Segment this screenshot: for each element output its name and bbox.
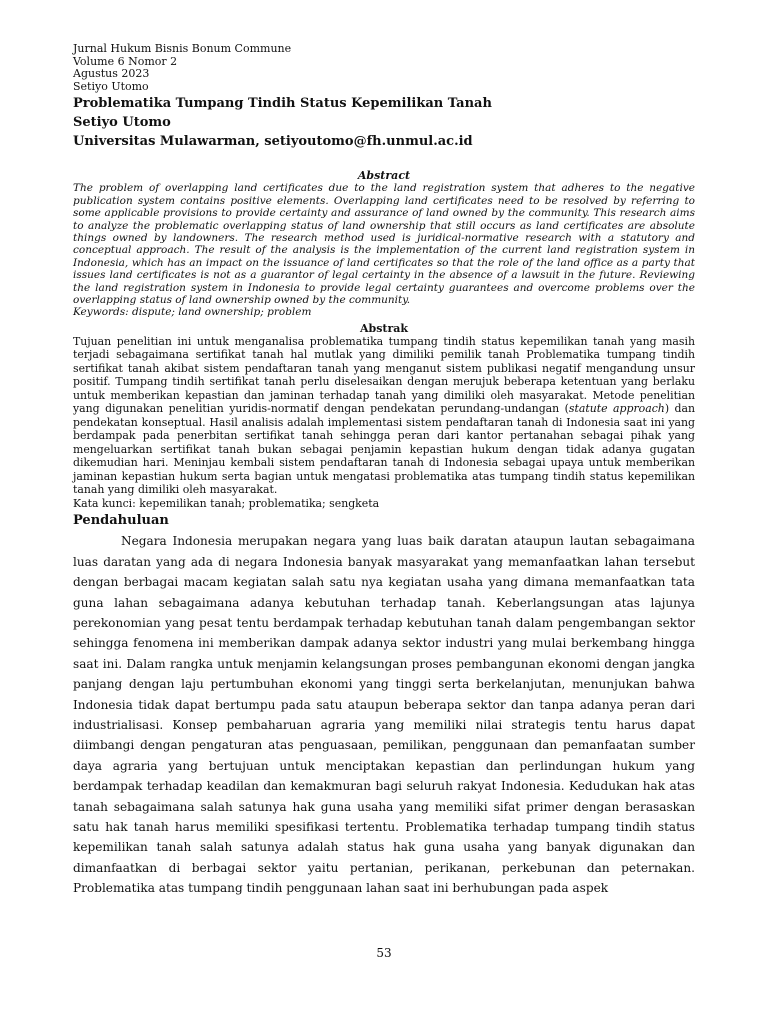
author-affiliation: Universitas Mulawarman, setiyoutomo@fh.unmul.ac.id [73, 134, 473, 150]
abstract-heading: Abstract [357, 169, 411, 183]
author-name: Setiyo Utomo [73, 115, 171, 131]
keywords-indonesian: Kata kunci: kepemilikan tanah; problematika; sengketa [73, 496, 380, 510]
abstrak-text-part2: ) dan pendekatan konseptual. Hasil analisis adalah implementasi sistem pendaftaran tanah di Indonesia saat ini yang berdampak pada penerbitan sertifikat tanah sehingga peran dari kantor pertanahan sebagai pihak yang mengeluarkan sertifikat tanah bukan sebagai penjamin kepastian hukum dengan tidak adanya gugatan dikemudian hari. Meninjau kembali sistem pendaftaran tanah di Indonesia sebagai upaya untuk memberikan jaminan kepastian hukum serta bagian untuk mengatasi problematika atas tumpang tindih status kepemilikan tanah yang dimiliki oleh masyarakat. [73, 402, 696, 497]
abstrak-text-part1: Tujuan penelitian ini untuk menganalisa problematika tumpang tindih status kepemilikan tanah yang masih terjadi sebagaimana sertifikat tanah hal mutlak yang dimiliki pemilik tanah Problematika tumpang tindih sertifikat tanah akibat sistem pendaftaran tanah yang menganut sistem publikasi negatif mengandung unsur positif. Tumpang tindih sertifikat tanah perlu diselesaikan dengan merujuk beberapa ketentuan yang berlaku untuk memberikan kepastian dan jaminan terhadap tanah yang dimiliki oleh masyarakat. Metode penelitian yang digunakan penelitian yuridis-normatif dengan pendekatan perundang-undangan ( [73, 334, 695, 416]
abstrak-italic-term: statute approach [568, 402, 665, 416]
body-paragraph: Negara Indonesia merupakan negara yang luas baik daratan ataupun lautan sebagaimana luas daratan yang ada di negara Indonesia banyak masyarakat yang memanfaatkan lahan tersebut dengan berbagai macam kegiatan salah satu nya kegiatan usaha yang dimana memanfaatkan tata guna lahan sebagaimana adanya kebutuhan terhadap tanah. Keberlangsungan atas lajunya perekonomian yang pesat tentu berdampak terhadap kebutuhan tanah dalam pengembangan sektor sehingga fenomena ini memberikan dampak adanya sektor industri yang mulai berkembang hingga saat ini. Dalam rangka untuk menjamin kelangsungan proses pembangunan ekonomi dengan jangka panjang dengan laju pertumbuhan ekonomi yang tinggi serta berkelanjutan, menunjukan bahwa Indonesia tidak dapat bertumpu pada satu ataupun beberapa sektor dan tanpa adanya peran dari industrialisasi. Konsep pembaharuan agraria yang memiliki nilai strategis tentu harus dapat diimbangi dengan pengaturan atas penguasaan, pemilikan, penggunaan dan pemanfaatan sumber daya agraria yang bertujuan untuk menciptakan kepastian dan perlindungan hukum yang berdampak terhadap keadilan dan kemakmuran bagi seluruh rakyat Indonesia. Kedudukan hak atas tanah sebagaimana salah satunya hak guna usaha yang memiliki sifat primer dengan berasaskan satu hak tanah harus memiliki spesifikasi tertentu. Problematika terhadap tumpang tindih status kepemilikan tanah salah satunya adalah status hak guna usaha yang banyak digunakan dan dimanfaatkan di berbagai sektor yaitu pertanian, perikanan, perkebunan dan peternakan. Problematika atas tumpang tindih penggunaan lahan saat ini berhubungan pada aspek [73, 534, 695, 896]
volume-issue: Volume 6 Nomor 2 [73, 54, 178, 68]
abstract-english-text: The problem of overlapping land certificates due to the land registration system that adheres to the negative publication system contains positive elements. Overlapping land certificates need to be resolved by referring to some applicable provisions to provide certainty and assurance of land owned by the community. This research aims to analyze the problematic overlapping status of land ownership that still occurs as land certificates are absolute things owned by landowners. The research method used is juridical-normative research with a statutory and conceptual approach. The result of the analysis is the implementation of the current land registration system in Indonesia, which has an impact on the issuance of land certificates so that the role of the land office as a party that issues land certificates is not as a guarantor of legal certainty in the absence of a lawsuit in the future. Reviewing the land registration system in Indonesia to provide legal certainty guarantees and overcome problems over the overlapping status of land ownership owned by the community. [73, 182, 695, 307]
page-number: 53 [376, 946, 392, 960]
abstrak-heading: Abstrak [359, 321, 409, 335]
running-author: Setiyo Utomo [73, 79, 149, 93]
paper-title: Problematika Tumpang Tindih Status Kepemilikan Tanah [73, 96, 492, 112]
abstrak-indonesian-text [73, 335, 695, 497]
paper-page [73, 43, 695, 899]
section-heading-pendahuluan: Pendahuluan [73, 513, 169, 529]
journal-name: Jurnal Hukum Bisnis Bonum Commune [73, 42, 292, 55]
publication-date: Agustus 2023 [73, 67, 150, 81]
keywords-english: Keywords: dispute; land ownership; problem [73, 306, 312, 319]
